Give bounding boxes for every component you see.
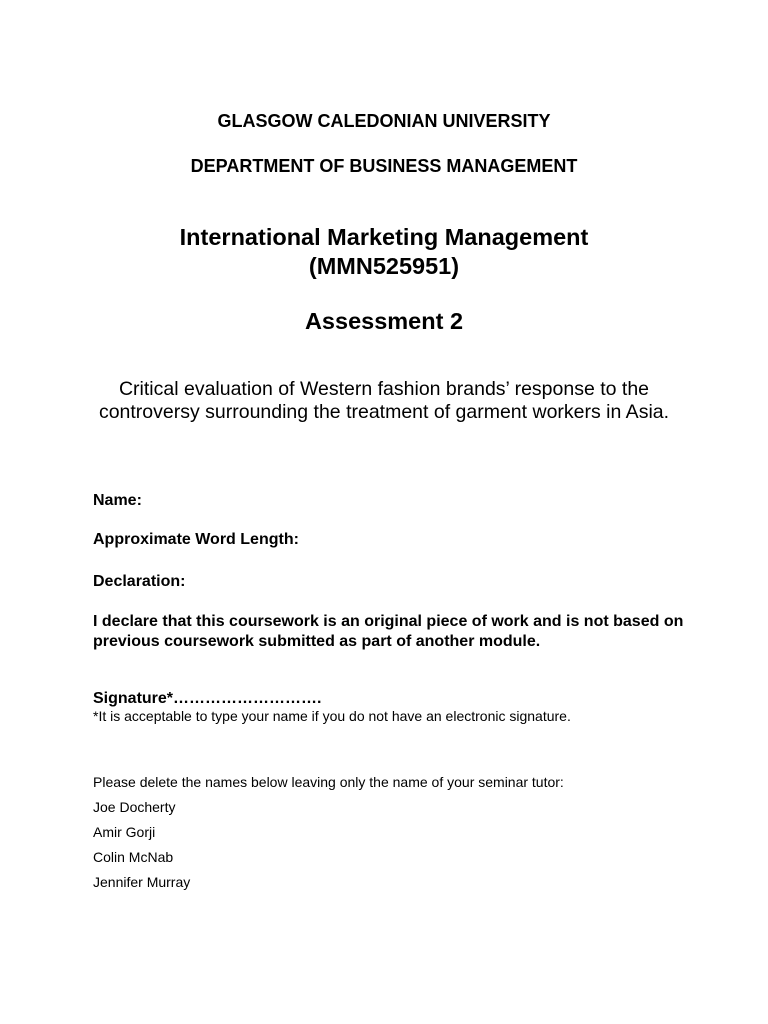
declaration-label: Declaration: xyxy=(93,573,186,590)
department-name: DEPARTMENT OF BUSINESS MANAGEMENT xyxy=(190,156,578,176)
name-label: Name: xyxy=(93,492,142,509)
declaration-text: I declare that this coursework is an original piece of work and is not based on previous coursework submitted as part of another module. xyxy=(93,613,684,650)
module-code: (MMN525951) xyxy=(308,253,460,279)
university-name: GLASGOW CALEDONIAN UNIVERSITY xyxy=(217,111,551,131)
module-title: International Marketing Management xyxy=(179,224,589,250)
tutor-name: Colin McNab xyxy=(93,849,174,865)
assessment-title: Assessment 2 xyxy=(304,308,464,334)
signature-note: *It is acceptable to type your name if you do not have an electronic signature. xyxy=(93,708,571,724)
topic-text: Critical evaluation of Western fashion brands’ response to the controversy surrounding the treatment of garment workers in Asia. xyxy=(98,378,670,423)
word-length-label: Approximate Word Length: xyxy=(93,531,299,548)
tutor-name: Joe Docherty xyxy=(93,799,176,815)
tutor-instruction: Please delete the names below leaving only the name of your seminar tutor: xyxy=(93,774,564,790)
tutor-name: Jennifer Murray xyxy=(93,874,191,890)
tutor-name: Amir Gorji xyxy=(93,824,156,840)
signature-label: Signature*………………………. xyxy=(93,690,322,707)
